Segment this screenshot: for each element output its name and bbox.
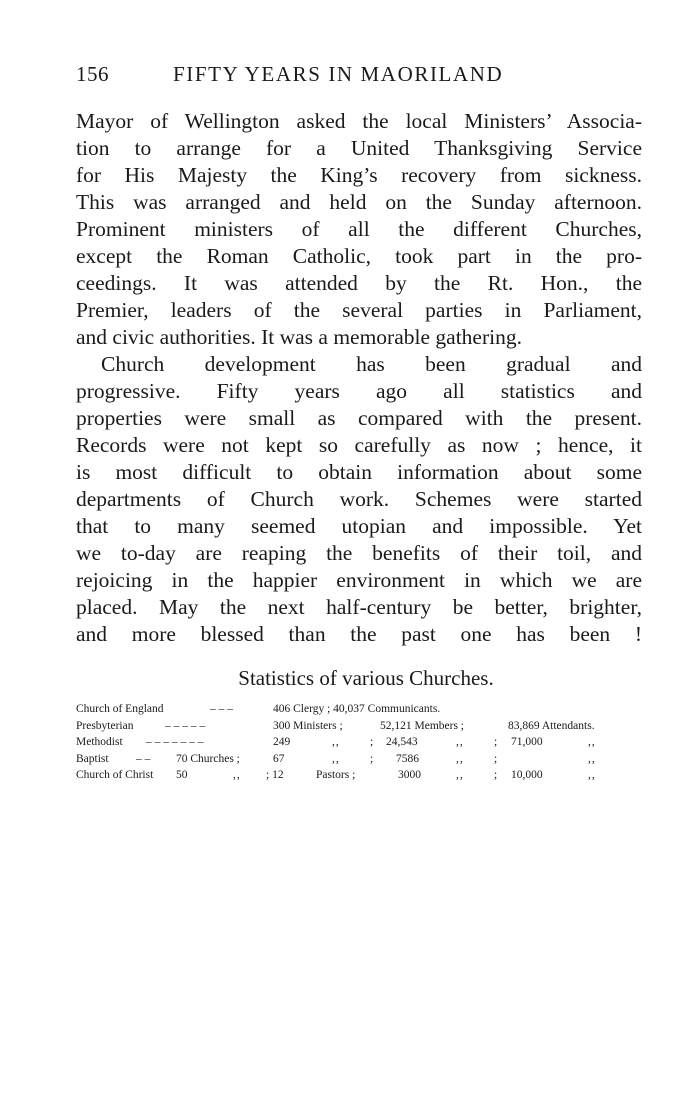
ditto-mark: ,, xyxy=(588,752,596,765)
stat-value: 83,869 Attendants. xyxy=(508,719,595,732)
text-line: except the Roman Catholic, took part in the pro- xyxy=(76,244,642,268)
text-line: placed. May the next half-century be better, brighter, xyxy=(76,595,642,619)
text-line: and civic authorities. It was a memorable gathering. xyxy=(76,325,522,349)
text-line: Premier, leaders of the several parties in Parliament, xyxy=(76,298,642,322)
table-row xyxy=(76,701,656,718)
stat-value: 70 Churches ; xyxy=(176,752,240,765)
ditto-mark: ,, xyxy=(456,736,464,748)
separator: ; xyxy=(370,736,374,748)
text-line: progressive. Fifty years ago all statistics and xyxy=(76,379,642,403)
stat-value: 24,543 xyxy=(386,736,418,748)
separator: ; xyxy=(494,752,498,765)
statistics-table xyxy=(76,701,656,784)
stat-value: 50 xyxy=(176,769,188,781)
leader-dashes: – – – xyxy=(210,703,233,715)
stat-value: 10,000 xyxy=(511,769,543,781)
stat-value: 300 Ministers ; xyxy=(273,719,343,732)
text-line: for His Majesty the King’s recovery from sickness. xyxy=(76,163,642,187)
table-row xyxy=(76,751,656,768)
ditto-mark: ,, xyxy=(588,736,596,748)
table-row xyxy=(76,718,656,735)
stat-value: 7586 xyxy=(396,752,419,765)
church-name: Church of Christ xyxy=(76,769,154,781)
body-text xyxy=(76,108,642,648)
stat-value: 71,000 xyxy=(511,736,543,748)
separator: ; xyxy=(494,736,498,748)
text-line: that to many seemed utopian and impossible. Yet xyxy=(76,514,642,538)
church-name: Baptist xyxy=(76,752,109,765)
ditto-mark: ,, xyxy=(456,752,464,765)
leader-dashes: – – – – – – – xyxy=(146,736,204,748)
text-line: and more blessed than the past one has been ! xyxy=(76,622,642,646)
text-line: rejoicing in the happier environment in which we are xyxy=(76,568,642,592)
text-line: This was arranged and held on the Sunday afternoon. xyxy=(76,190,642,214)
page-header xyxy=(76,62,646,92)
church-name: Methodist xyxy=(76,736,123,748)
text-line: departments of Church work. Schemes were started xyxy=(76,487,642,511)
stat-value: 406 Clergy ; 40,037 Communicants. xyxy=(273,703,441,715)
church-name: Church of England xyxy=(76,703,164,715)
stat-value: ; 12 xyxy=(266,769,284,781)
text-line: Mayor of Wellington asked the local Ministers’ Associa- xyxy=(76,109,642,133)
page-number: 156 xyxy=(76,62,109,86)
statistics-title: Statistics of various Churches. xyxy=(238,666,494,690)
text-line: we to-day are reaping the benefits of their toil, and xyxy=(76,541,642,565)
ditto-mark: ,, xyxy=(332,752,340,765)
leader-dashes: – – xyxy=(136,752,151,765)
text-line: tion to arrange for a United Thanksgiving Service xyxy=(76,136,642,160)
church-name: Presbyterian xyxy=(76,719,134,732)
leader-dashes: – – – – – xyxy=(165,719,206,732)
text-line: is most difficult to obtain information about some xyxy=(76,460,642,484)
stat-value: 3000 xyxy=(398,769,421,781)
text-line: properties were small as compared with the present. xyxy=(76,406,642,430)
ditto-mark: ,, xyxy=(233,769,241,781)
ditto-mark: ,, xyxy=(588,769,596,781)
stat-value: 52,121 Members ; xyxy=(380,719,465,732)
ditto-mark: ,, xyxy=(332,736,340,748)
separator: ; xyxy=(494,769,498,781)
stat-value: 249 xyxy=(273,736,291,748)
text-line: Prominent ministers of all the different Churches, xyxy=(76,217,642,241)
table-row xyxy=(76,767,656,784)
ditto-mark: ,, xyxy=(456,769,464,781)
table-row xyxy=(76,734,656,751)
stat-value: Pastors ; xyxy=(316,769,356,781)
text-line: Records were not kept so carefully as now ; hence, it xyxy=(76,433,642,457)
stat-value: 67 xyxy=(273,752,285,765)
text-line: Church development has been gradual and xyxy=(101,352,642,376)
running-head: FIFTY YEARS IN MAORILAND xyxy=(173,62,504,86)
separator: ; xyxy=(370,752,374,765)
text-line: ceedings. It was attended by the Rt. Hon., the xyxy=(76,271,642,295)
